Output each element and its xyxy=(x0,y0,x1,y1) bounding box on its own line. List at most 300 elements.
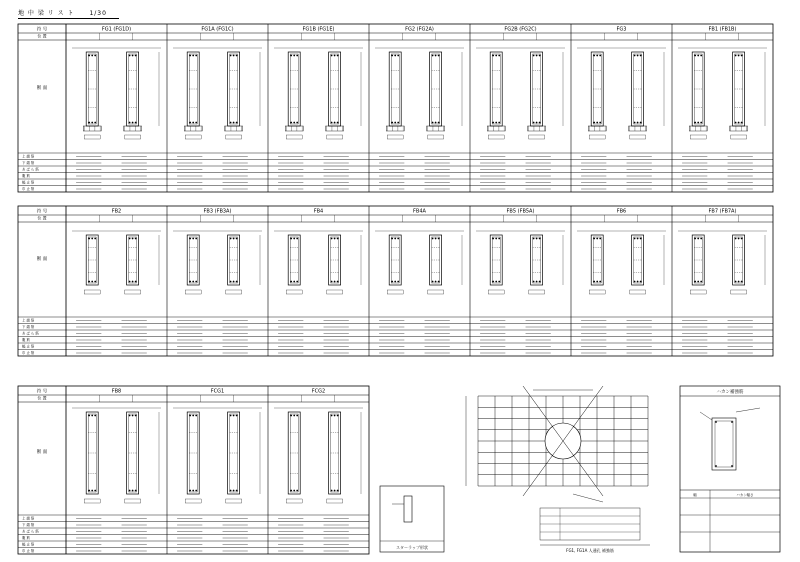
beam-section xyxy=(490,235,502,285)
row-label: 巾 止 筋 xyxy=(22,549,35,554)
rebar-dot xyxy=(438,55,440,57)
section-outline xyxy=(389,52,401,126)
footing-haunch xyxy=(326,126,344,131)
rebar-dot xyxy=(230,55,232,57)
beam-section xyxy=(632,235,644,285)
beam-section xyxy=(528,52,546,131)
haunch-section xyxy=(712,418,736,470)
rebar-dot xyxy=(492,238,494,240)
rebar-dot xyxy=(694,238,696,240)
rebar-dot xyxy=(132,415,134,417)
rebar-dot xyxy=(694,55,696,57)
rebar-dot xyxy=(438,122,440,124)
beam-section xyxy=(427,52,445,131)
rebar-dot xyxy=(495,122,497,124)
rebar-dot xyxy=(337,490,339,492)
section-outline xyxy=(591,52,603,126)
width-tag xyxy=(286,290,302,294)
rebar-dot xyxy=(697,281,699,283)
rebar-dot xyxy=(700,55,702,57)
rebar-dot xyxy=(731,465,733,467)
rebar-dot xyxy=(88,415,90,417)
opening-caption: FG1, FG1A 人通孔 補強筋 xyxy=(566,548,614,553)
width-tag xyxy=(387,290,403,294)
rebar-dot xyxy=(233,281,235,283)
rebar-dot xyxy=(293,490,295,492)
footing-haunch xyxy=(386,126,404,131)
width-tag xyxy=(630,135,646,139)
rebar-dot xyxy=(637,238,639,240)
rebar-dot xyxy=(498,122,500,124)
rebar-dot xyxy=(334,281,336,283)
rebar-dot xyxy=(91,238,93,240)
label-ichi: 位 置 xyxy=(37,215,47,221)
width-tag xyxy=(589,290,605,294)
rebar-dot xyxy=(533,238,535,240)
rebar-dot xyxy=(394,122,396,124)
label-ichi: 位 置 xyxy=(37,395,47,401)
rebar-dot xyxy=(492,281,494,283)
rebar-dot xyxy=(738,55,740,57)
width-tag xyxy=(286,135,302,139)
rebar-dot xyxy=(91,415,93,417)
section-outline xyxy=(288,412,300,494)
rebar-dot xyxy=(394,238,396,240)
rebar-dot xyxy=(195,122,197,124)
width-tag xyxy=(226,290,242,294)
section-outline xyxy=(733,52,745,126)
rebar-dot xyxy=(735,281,737,283)
opening-reinforcement-detail xyxy=(466,386,650,553)
rebar-dot xyxy=(334,55,336,57)
rebar-dot xyxy=(435,55,437,57)
rebar-dot xyxy=(135,55,137,57)
rebar-dot xyxy=(189,55,191,57)
section-outline xyxy=(329,412,341,494)
rebar-dot xyxy=(637,122,639,124)
rebar-dot xyxy=(640,55,642,57)
beam-section xyxy=(430,235,442,285)
rebar-dot xyxy=(432,281,434,283)
footing-haunch xyxy=(83,126,101,131)
rebar-dot xyxy=(735,55,737,57)
section-outline xyxy=(430,52,442,126)
rebar-dot xyxy=(397,55,399,57)
width-tag xyxy=(428,290,444,294)
rebar-dot xyxy=(233,238,235,240)
rebar-dot xyxy=(599,122,601,124)
section-outline xyxy=(632,235,644,285)
rebar-dot xyxy=(640,122,642,124)
rebar-dot xyxy=(634,55,636,57)
rebar-dot xyxy=(432,55,434,57)
haunch-reinforcement-detail xyxy=(680,386,780,552)
rebar-dot xyxy=(233,415,235,417)
section-outline xyxy=(228,235,240,285)
rebar-dot xyxy=(192,238,194,240)
row-label: 幅 止 筋 xyxy=(22,180,35,185)
leader-line xyxy=(700,412,712,420)
row-label: 腹 筋 xyxy=(22,536,30,541)
rebar-dot xyxy=(391,122,393,124)
rebar-dot xyxy=(132,122,134,124)
rebar-dot xyxy=(498,55,500,57)
rebar-dot xyxy=(334,238,336,240)
beam-section xyxy=(225,52,243,131)
rebar-dot xyxy=(536,55,538,57)
rebar-dot xyxy=(94,490,96,492)
rebar-dot xyxy=(189,415,191,417)
rebar-dot xyxy=(735,122,737,124)
column-name-1: FCG1 xyxy=(210,388,225,395)
beam-section xyxy=(329,412,341,494)
rebar-dot xyxy=(129,55,131,57)
rebar-dot xyxy=(94,415,96,417)
rebar-dot xyxy=(593,55,595,57)
row-label: あ ば ら 筋 xyxy=(22,529,39,534)
rebar-dot xyxy=(533,55,535,57)
width-tag xyxy=(125,499,141,503)
rebar-dot xyxy=(88,490,90,492)
section-outline xyxy=(329,235,341,285)
rebar-dot xyxy=(135,490,137,492)
section-outline xyxy=(86,235,98,285)
leader-line xyxy=(736,408,760,412)
row-label: 上 端 筋 xyxy=(22,516,35,521)
rebar-dot xyxy=(495,55,497,57)
rebar-dot xyxy=(290,238,292,240)
beam-section xyxy=(588,52,606,131)
rebar-dot xyxy=(132,490,134,492)
row-label: 幅 止 筋 xyxy=(22,542,35,547)
rebar-dot xyxy=(293,281,295,283)
rebar-dot xyxy=(731,421,733,423)
width-tag xyxy=(286,499,302,503)
rebar-dot xyxy=(735,238,737,240)
rebar-dot xyxy=(236,281,238,283)
stirrup-shape-detail xyxy=(380,486,444,552)
rebar-dot xyxy=(539,238,541,240)
haunch-row-label: 幅 xyxy=(693,493,697,497)
rebar-dot xyxy=(697,122,699,124)
rebar-dot xyxy=(290,55,292,57)
footing-haunch xyxy=(184,126,202,131)
section-outline xyxy=(531,235,543,285)
rebar-dot xyxy=(694,122,696,124)
rebar-dot xyxy=(236,55,238,57)
label-danmen: 断 面 xyxy=(36,450,48,455)
rebar-dot xyxy=(599,238,601,240)
width-tag xyxy=(630,290,646,294)
width-tag xyxy=(226,499,242,503)
row-label: 下 端 筋 xyxy=(22,523,35,528)
rebar-dot xyxy=(293,238,295,240)
rebar-dot xyxy=(88,122,90,124)
rebar-dot xyxy=(290,281,292,283)
rebar-dot xyxy=(391,281,393,283)
rebar-dot xyxy=(331,490,333,492)
rebar-dot xyxy=(290,415,292,417)
section-outline xyxy=(288,235,300,285)
rebar-dot xyxy=(397,238,399,240)
rebar-dot xyxy=(230,415,232,417)
rebar-dot xyxy=(132,281,134,283)
beam-section xyxy=(531,235,543,285)
label-ichi: 位 置 xyxy=(37,33,47,39)
row-label: 下 端 筋 xyxy=(22,161,35,166)
rebar-dot xyxy=(94,55,96,57)
beam-section xyxy=(689,52,707,131)
section-outline xyxy=(329,52,341,126)
rebar-dot xyxy=(334,415,336,417)
width-tag xyxy=(589,135,605,139)
row-label: 下 端 筋 xyxy=(22,325,35,330)
footing-haunch xyxy=(528,126,546,131)
rebar-dot xyxy=(94,281,96,283)
rebar-dot xyxy=(593,238,595,240)
section-outline xyxy=(531,52,543,126)
rebar-dot xyxy=(331,415,333,417)
section-outline xyxy=(86,412,98,494)
rebar-dot xyxy=(189,238,191,240)
section-outline xyxy=(733,235,745,285)
rebar-dot xyxy=(741,122,743,124)
rebar-dot xyxy=(593,122,595,124)
rebar-dot xyxy=(337,281,339,283)
stirrup-caption: スターラップ形状 xyxy=(396,545,428,550)
width-tag xyxy=(731,290,747,294)
rebar-dot xyxy=(233,122,235,124)
rebar-dot xyxy=(596,238,598,240)
sheet-title-label: 地 中 梁 リ ス ト xyxy=(18,10,75,17)
beam-section xyxy=(288,235,300,285)
rebar-dot xyxy=(230,281,232,283)
rebar-dot xyxy=(738,238,740,240)
block-frame xyxy=(18,386,369,554)
rebar-dot xyxy=(331,122,333,124)
rebar-dot xyxy=(539,281,541,283)
rebar-dot xyxy=(435,238,437,240)
rebar-dot xyxy=(536,122,538,124)
schedule-block-3 xyxy=(18,386,369,554)
row-label: あ ば ら 筋 xyxy=(22,331,39,336)
label-fugo: 符 号 xyxy=(36,209,48,215)
column-name-6: FB7 (FB7A) xyxy=(708,208,737,215)
footing-haunch xyxy=(730,126,748,131)
rebar-dot xyxy=(135,238,137,240)
beam-section xyxy=(386,52,404,131)
rebar-dot xyxy=(715,465,717,467)
rebar-dot xyxy=(334,122,336,124)
rebar-dot xyxy=(132,55,134,57)
beam-section xyxy=(591,235,603,285)
rebar-dot xyxy=(539,55,541,57)
row-label: 巾 止 筋 xyxy=(22,351,35,356)
rebar-dot xyxy=(195,490,197,492)
rebar-dot xyxy=(293,55,295,57)
rebar-dot xyxy=(438,238,440,240)
beam-section xyxy=(83,52,101,131)
rebar-dot xyxy=(640,238,642,240)
column-name-5: FG3 xyxy=(616,26,627,33)
rebar-dot xyxy=(290,490,292,492)
label-danmen: 断 面 xyxy=(36,86,48,91)
width-tag xyxy=(84,499,100,503)
beam-section xyxy=(124,52,142,131)
label-fugo: 符 号 xyxy=(36,389,48,395)
rebar-dot xyxy=(337,122,339,124)
beam-section xyxy=(228,235,240,285)
rebar-dot xyxy=(637,281,639,283)
width-tag xyxy=(428,135,444,139)
width-tag xyxy=(690,135,706,139)
rebar-dot xyxy=(293,122,295,124)
rebar-dot xyxy=(236,122,238,124)
column-name-1: FB3 (FB3A) xyxy=(203,208,232,215)
section-outline xyxy=(127,235,139,285)
rebar-dot xyxy=(498,238,500,240)
beam-section xyxy=(228,412,240,494)
rebar-dot xyxy=(394,55,396,57)
rebar-dot xyxy=(498,281,500,283)
rebar-dot xyxy=(129,490,131,492)
rebar-dot xyxy=(435,281,437,283)
column-name-5: FB6 xyxy=(616,208,627,215)
rebar-dot xyxy=(192,55,194,57)
rebar-dot xyxy=(296,238,298,240)
rebar-dot xyxy=(129,281,131,283)
rebar-dot xyxy=(738,281,740,283)
rebar-dot xyxy=(536,281,538,283)
column-name-3: FB4A xyxy=(413,208,426,215)
rebar-dot xyxy=(741,55,743,57)
column-name-0: FG1 (FG1D) xyxy=(101,26,132,33)
footing-haunch xyxy=(427,126,445,131)
rebar-dot xyxy=(337,55,339,57)
rebar-dot xyxy=(236,490,238,492)
rebar-dot xyxy=(634,238,636,240)
rebar-dot xyxy=(189,122,191,124)
rebar-dot xyxy=(596,122,598,124)
beam-section xyxy=(733,235,745,285)
width-tag xyxy=(488,290,504,294)
rebar-dot xyxy=(296,415,298,417)
beam-section xyxy=(187,235,199,285)
column-name-2: FB4 xyxy=(313,208,324,215)
haunch-frame xyxy=(680,386,780,552)
section-outline xyxy=(591,235,603,285)
width-tag xyxy=(529,135,545,139)
rebar-dot xyxy=(296,55,298,57)
rebar-dot xyxy=(192,281,194,283)
schedule-block-2 xyxy=(18,206,773,356)
rebar-dot xyxy=(634,281,636,283)
rebar-dot xyxy=(599,281,601,283)
section-outline xyxy=(187,235,199,285)
section-outline xyxy=(430,235,442,285)
beam-section xyxy=(127,412,139,494)
rebar-dot xyxy=(290,122,292,124)
rebar-dot xyxy=(435,122,437,124)
rebar-dot xyxy=(189,490,191,492)
width-tag xyxy=(327,290,343,294)
column-name-6: FB1 (FB1B) xyxy=(708,26,737,33)
section-outline xyxy=(692,52,704,126)
width-tag xyxy=(529,290,545,294)
rebar-dot xyxy=(331,238,333,240)
rebar-dot xyxy=(132,238,134,240)
rebar-dot xyxy=(334,490,336,492)
rebar-dot xyxy=(195,238,197,240)
rebar-dot xyxy=(593,281,595,283)
section-outline xyxy=(86,52,98,126)
column-name-0: FB8 xyxy=(111,388,122,395)
width-tag xyxy=(125,290,141,294)
rebar-dot xyxy=(432,238,434,240)
column-name-3: FG2 (FG2A) xyxy=(405,26,434,33)
haunch-row-label: ハカン幅さ xyxy=(736,493,754,497)
rebar-dot xyxy=(738,122,740,124)
beam-section xyxy=(184,52,202,131)
section-outline xyxy=(228,52,240,126)
section-outline xyxy=(187,52,199,126)
rebar-dot xyxy=(741,238,743,240)
label-danmen: 断 面 xyxy=(36,257,48,262)
rebar-dot xyxy=(296,122,298,124)
beam-section xyxy=(187,412,199,494)
row-label: 上 端 筋 xyxy=(22,318,35,323)
rebar-dot xyxy=(192,415,194,417)
rebar-dot xyxy=(195,415,197,417)
rebar-dot xyxy=(129,415,131,417)
rebar-dot xyxy=(189,281,191,283)
rebar-dot xyxy=(195,281,197,283)
rebar-dot xyxy=(432,122,434,124)
footing-haunch xyxy=(225,126,243,131)
footing-haunch xyxy=(689,126,707,131)
rebar-dot xyxy=(637,55,639,57)
beam-section xyxy=(629,52,647,131)
footing-haunch xyxy=(124,126,142,131)
rebar-dot xyxy=(391,238,393,240)
section-outline xyxy=(127,52,139,126)
leader-line xyxy=(573,494,603,502)
rebar-dot xyxy=(192,122,194,124)
width-tag xyxy=(185,290,201,294)
width-tag xyxy=(327,135,343,139)
width-tag xyxy=(226,135,242,139)
column-name-1: FG1A (FG1C) xyxy=(201,26,234,33)
section-outline xyxy=(389,235,401,285)
schedule-block-1 xyxy=(18,24,773,192)
rebar-dot xyxy=(596,281,598,283)
beam-section xyxy=(326,52,344,131)
row-label: 腹 筋 xyxy=(22,338,30,343)
rebar-dot xyxy=(596,55,598,57)
width-tag xyxy=(125,135,141,139)
rebar-dot xyxy=(230,122,232,124)
rebar-dot xyxy=(397,122,399,124)
rebar-dot xyxy=(331,55,333,57)
rebar-dot xyxy=(129,122,131,124)
beam-section xyxy=(692,235,704,285)
rebar-dot xyxy=(599,55,601,57)
rebar-dot xyxy=(492,122,494,124)
footing-haunch xyxy=(487,126,505,131)
rebar-dot xyxy=(397,281,399,283)
haunch-title: ハカン補強筋 xyxy=(716,390,744,395)
rebar-dot xyxy=(495,238,497,240)
